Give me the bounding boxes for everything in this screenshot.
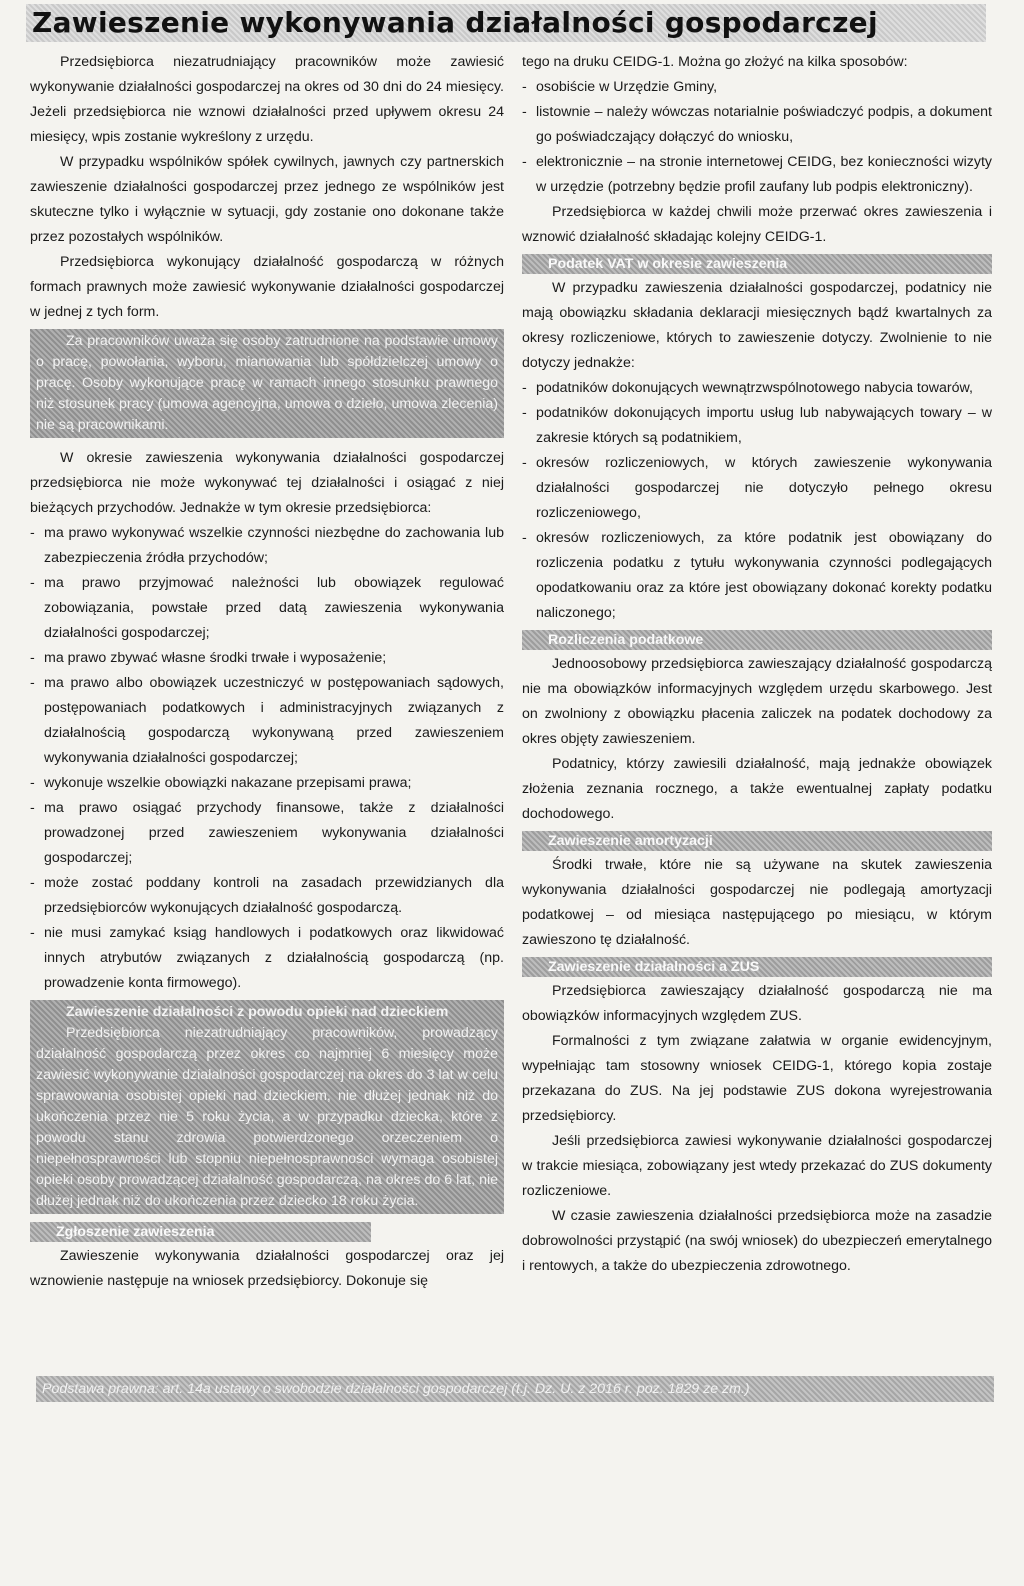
list-item: - podatników dokonujących wewnątrzwspólnotowego nabycia towarów, [522, 376, 992, 401]
paragraph: Podatnicy, którzy zawiesili działalność, mają jednakże obowiązek złożenia zeznania rocznego, a także ewentualnej zapłaty podatku dochodowego. [522, 756, 992, 822]
page-title: Zawieszenie wykonywania działalności gospodarczej [32, 6, 878, 39]
paragraph: Przedsiębiorca wykonujący działalność gospodarczą w różnych formach prawnych może zawiesić wykonywanie działalności gospodarczej w jednej z tych form. [30, 254, 504, 320]
section-heading-vat: Podatek VAT w okresie zawieszenia [522, 254, 992, 274]
paragraph: Przedsiębiorca zawieszający działalność gospodarczą nie ma obowiązków informacyjnych względem ZUS. [522, 983, 992, 1024]
section-heading-zgloszenie: Zgłoszenie zawieszenia [30, 1222, 371, 1242]
note-box-childcare [30, 1000, 504, 1214]
paragraph: tego na druku CEIDG-1. Można go złożyć na kilka sposobów: [522, 54, 908, 70]
paragraph: W okresie zawieszenia wykonywania działalności gospodarczej przedsiębiorca nie może wykonywać tej działalności i osiągać z niej bieżących przychodów. Jednakże w tym okresie przedsiębiorca: [30, 450, 504, 516]
vat-exceptions-list [522, 376, 992, 626]
paragraph: Formalności z tym związane załatwia w organie ewidencyjnym, wypełniając tam stosowny wniosek CEIDG-1, którego kopia zostaje przekazana do ZUS. Na jej podstawie ZUS dokona wyrejestrowania przedsiębiorcy. [522, 1033, 992, 1124]
paragraph: W przypadku wspólników spółek cywilnych, jawnych czy partnerskich zawieszenie działalności gospodarczej przez jednego ze wspólników jest skuteczne tylko i wyłącznie w sytuacji, gdy zostanie ono dokonane także przez pozostałych wspólników. [30, 154, 504, 245]
list-item: - okresów rozliczeniowych, za które podatnik jest obowiązany do rozliczenia podatku z tytułu wykonywania czynności podlegających opodatkowaniu oraz za które jest obowiązany dokonać korekty podatku naliczonego; [522, 526, 992, 626]
section-heading-rozliczenia: Rozliczenia podatkowe [522, 630, 992, 650]
left-column [30, 50, 504, 1294]
list-item: - elektronicznie – na stronie internetowej CEIDG, bez konieczności wizyty w urzędzie (potrzebny będzie profil zaufany lub podpis elektroniczny). [522, 150, 992, 200]
right-column [522, 50, 992, 1279]
section-heading-amortyzacja: Zawieszenie amortyzacji [522, 831, 992, 851]
list-item: - może zostać poddany kontroli na zasadach przewidzianych dla przedsiębiorców wykonujących działalność gospodarczą. [30, 871, 504, 921]
paragraph: Przedsiębiorca niezatrudniający pracowników może zawiesić wykonywanie działalności gospodarczej na okres od 30 dni do 24 miesięcy. Jeżeli przedsiębiorca nie wznowi działalności przed upływem okresu 24 miesięcy, wpis zostanie wykreślony z urzędu. [30, 54, 504, 145]
note-heading: Zawieszenie działalności z powodu opieki nad dzieckiem [66, 1004, 449, 1020]
list-item: - nie musi zamykać ksiąg handlowych i podatkowych oraz likwidować innych atrybutów związanych z działalnością gospodarczą (np. prowadzenie konta firmowego). [30, 921, 504, 996]
legal-basis-bar: Podstawa prawna: art. 14a ustawy o swobodzie działalności gospodarczej (t.j. Dz. U. z 2016 r. poz. 1829 ze zm.) [36, 1376, 994, 1402]
list-item: - listownie – należy wówczas notarialnie poświadczyć podpis, a dokument go poświadczający dołączyć do wniosku, [522, 100, 992, 150]
list-item: - ma prawo wykonywać wszelkie czynności niezbędne do zachowania lub zabezpieczenia źródła przychodów; [30, 521, 504, 571]
note-text: Przedsiębiorca niezatrudniający pracowników, prowadzący działalność gospodarczą przez okres co najmniej 6 miesięcy może zawiesić wykonywanie działalności gospodarczej na okres do 3 lat w celu sprawowania osobistej opieki nad dzieckiem, nie dłużej jednak niż do ukończenia przez nie 5 roku życia, a w przypadku dziecka, które z powodu stanu zdrowia potwierdzonego orzeczeniem o niepełnosprawności lub stopniu niepełnosprawności wymaga osobistej opieki osoby prowadzącej działalność gospodarczą, na okres do 6 lat, nie dłużej jednak niż do ukończenia przez dziecko 18 roku życia. [36, 1025, 498, 1209]
list-item: - ma prawo przyjmować należności lub obowiązek regulować zobowiązania, powstałe przed datą zawieszenia wykonywania działalności gospodarczej; [30, 571, 504, 646]
paragraph: Jednoosobowy przedsiębiorca zawieszający działalność gospodarczą nie ma obowiązków informacyjnych względem urzędu skarbowego. Jest on zwolniony z obowiązku płacenia zaliczek na podatek dochodowy za okres objęty zawieszeniem. [522, 656, 992, 747]
paragraph: Przedsiębiorca w każdej chwili może przerwać okres zawieszenia i wznowić działalność składając kolejny CEIDG-1. [522, 204, 992, 245]
list-item: - ma prawo zbywać własne środki trwałe i wyposażenie; [30, 646, 504, 671]
list-item: - osobiście w Urzędzie Gminy, [522, 75, 992, 100]
list-item: - podatników dokonujących importu usług lub nabywających towary – w zakresie których są podatnikiem, [522, 401, 992, 451]
rights-list [30, 521, 504, 996]
note-box-employees [30, 329, 504, 438]
submission-methods-list [522, 75, 992, 200]
section-heading-zus: Zawieszenie działalności a ZUS [522, 957, 992, 977]
note-text: Za pracowników uważa się osoby zatrudnione na podstawie umowy o pracę, powołania, wyboru, mianowania lub spółdzielczej umowy o pracę. Osoby wykonujące pracę w ramach innego stosunku prawnego niż stosunek pracy (umowa agencyjna, umowa o dzieło, umowa zlecenia) nie są pracownikami. [36, 333, 498, 433]
paragraph: W przypadku zawieszenia działalności gospodarczej, podatnicy nie mają obowiązku składania deklaracji miesięcznych bądź kwartalnych za okresy rozliczeniowe, których to zawieszenie dotyczy. Zwolnienie to nie dotyczy jednakże: [522, 280, 992, 371]
paragraph: W czasie zawieszenia działalności przedsiębiorca może na zasadzie dobrowolności przystąpić (na swój wniosek) do ubezpieczeń emerytalnego i rentowych, a także do ubezpieczenia zdrowotnego. [522, 1208, 992, 1274]
list-item: - okresów rozliczeniowych, w których zawieszenie wykonywania działalności gospodarczej nie dotyczyło pełnego okresu rozliczeniowego, [522, 451, 992, 526]
title-banner [26, 4, 986, 42]
list-item: - ma prawo osiągać przychody finansowe, także z działalności prowadzonej przed zawieszeniem wykonywania działalności gospodarczej; [30, 796, 504, 871]
paragraph: Jeśli przedsiębiorca zawiesi wykonywanie działalności gospodarczej w trakcie miesiąca, zobowiązany jest wtedy przekazać do ZUS dokumenty rozliczeniowe. [522, 1133, 992, 1199]
paragraph: Środki trwałe, które nie są używane na skutek zawieszenia wykonywania działalności gospodarczej nie podlegają amortyzacji podatkowej – od miesiąca następującego po miesiącu, w którym zawieszono tę działalność. [522, 857, 992, 948]
paragraph: Zawieszenie wykonywania działalności gospodarczej oraz jej wznowienie następuje na wniosek przedsiębiorcy. Dokonuje się [30, 1248, 504, 1289]
list-item: - ma prawo albo obowiązek uczestniczyć w postępowaniach sądowych, postępowaniach podatkowych i administracyjnych związanych z działalnością gospodarczą wykonywaną przed zawieszeniem wykonywania działalności gospodarczej; [30, 671, 504, 771]
list-item: - wykonuje wszelkie obowiązki nakazane przepisami prawa; [30, 771, 504, 796]
